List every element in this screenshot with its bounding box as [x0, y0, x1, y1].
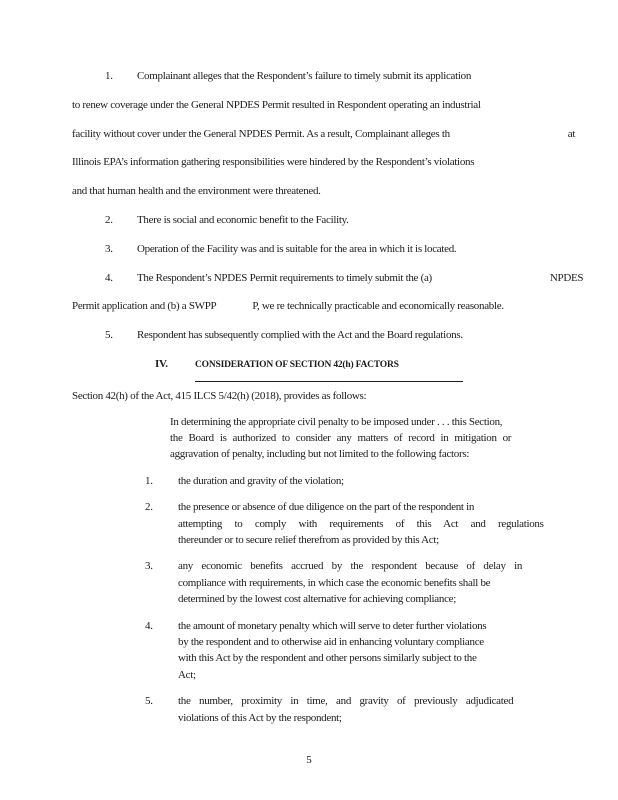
factor-line: the duration and gravity of the violation; [178, 474, 344, 487]
paragraph-number: 3. [105, 242, 113, 255]
body-text: P, we re technically practicable and economically reasonable. [252, 300, 504, 313]
factor-number: 4. [145, 619, 153, 632]
body-line [72, 62, 546, 91]
body-text: at [567, 127, 576, 140]
factor-text [178, 473, 344, 489]
factor-line: compliance with requirements, in which case the economic benefits shall be [178, 576, 491, 589]
body-text: facility without cover under the General NPDES Permit. As a result, Complainant alleges th [72, 127, 450, 140]
body-line: Illinois EPA’s information gathering responsibilities were hindered by the Respondent’s violations [72, 156, 475, 169]
section-heading-row [155, 350, 546, 382]
paragraph-number: 1. [105, 70, 113, 82]
factor-line: by the respondent and to otherwise aid in enhancing voluntary compliance [178, 636, 484, 649]
factor-item-5 [145, 693, 546, 726]
body-line: and that human health and the environment were threatened. [72, 185, 321, 198]
page-number: 5 [306, 754, 312, 767]
factor-line: any economic benefits accrued by the respondent because of delay in [178, 560, 523, 573]
factor-text [178, 693, 513, 726]
factor-list [72, 473, 546, 726]
paragraph-5 [72, 321, 546, 350]
factor-line: the presence or absence of due diligence on the part of the respondent in [178, 501, 475, 514]
quote-line: aggravation of penalty, including but not limited to the following factors: [170, 448, 470, 461]
body-line [72, 235, 546, 264]
factor-item-2 [145, 499, 546, 548]
factor-line: attempting to comply with requirements of this Act and regulations [178, 517, 544, 530]
body-text: Permit application and (b) a SWPP [72, 300, 217, 313]
paragraph-4 [72, 264, 584, 322]
factor-item-3 [145, 558, 546, 607]
paragraph-1 [72, 62, 576, 206]
body-line [72, 292, 546, 321]
quote-line: the Board is authorized to consider any matters of record in mitigation or [170, 431, 512, 444]
factor-line: Act; [178, 668, 196, 681]
factor-line: with this Act by the respondent and other persons similarly subject to the [178, 652, 477, 665]
quote-line: In determining the appropriate civil penalty to be imposed under . . . this Section, [170, 415, 503, 428]
body-line [72, 264, 584, 293]
body-line [72, 321, 546, 350]
statute-quote [170, 414, 552, 463]
factor-line: determined by the lowest cost alternative for achieving compliance; [178, 593, 457, 606]
factor-number: 5. [145, 695, 153, 708]
factor-item-1 [145, 473, 546, 489]
paragraph-number: 5. [105, 329, 113, 342]
body-text: There is social and economic benefit to the Facility. [137, 213, 349, 226]
factor-text [178, 499, 544, 548]
section-roman-numeral: IV. [155, 357, 168, 370]
factor-text [178, 558, 522, 607]
factor-line: the number, proximity in time, and gravity of previously adjudicated [178, 695, 514, 708]
body-line [72, 120, 576, 149]
body-text: Operation of the Facility was and is suitable for the area in which it is located. [137, 242, 457, 255]
body-text: NPDES [549, 271, 584, 284]
body-line [72, 206, 546, 235]
factor-text [178, 618, 486, 684]
factor-line: violations of this Act by the respondent; [178, 711, 342, 724]
body-text: Respondent has subsequently complied with the Act and the Board regulations. [137, 329, 463, 342]
factor-number: 1. [145, 474, 153, 487]
paragraph-3 [72, 235, 546, 264]
factor-line: the amount of monetary penalty which will serve to deter further violations [178, 619, 487, 632]
body-line: to renew coverage under the General NPDES Permit resulted in Respondent operating an industrial [72, 98, 481, 111]
statute-intro: Section 42(h) of the Act, 415 ILCS 5/42(h) (2018), provides as follows: [72, 389, 367, 402]
factor-number: 3. [145, 560, 153, 573]
paragraph-number: 2. [105, 213, 113, 226]
paragraph-number: 4. [105, 271, 113, 284]
body-text: Complainant alleges that the Respondent’s failure to timely submit its application [137, 70, 472, 82]
section-heading: CONSIDERATION OF SECTION 42(h) FACTORS [195, 351, 463, 382]
body-text: The Respondent’s NPDES Permit requirements to timely submit the (a) [137, 271, 432, 284]
paragraph-2 [72, 206, 546, 235]
factor-line: thereunder or to secure relief therefrom as provided by this Act; [178, 534, 439, 546]
factor-number: 2. [145, 501, 153, 514]
factor-item-4 [145, 618, 546, 684]
